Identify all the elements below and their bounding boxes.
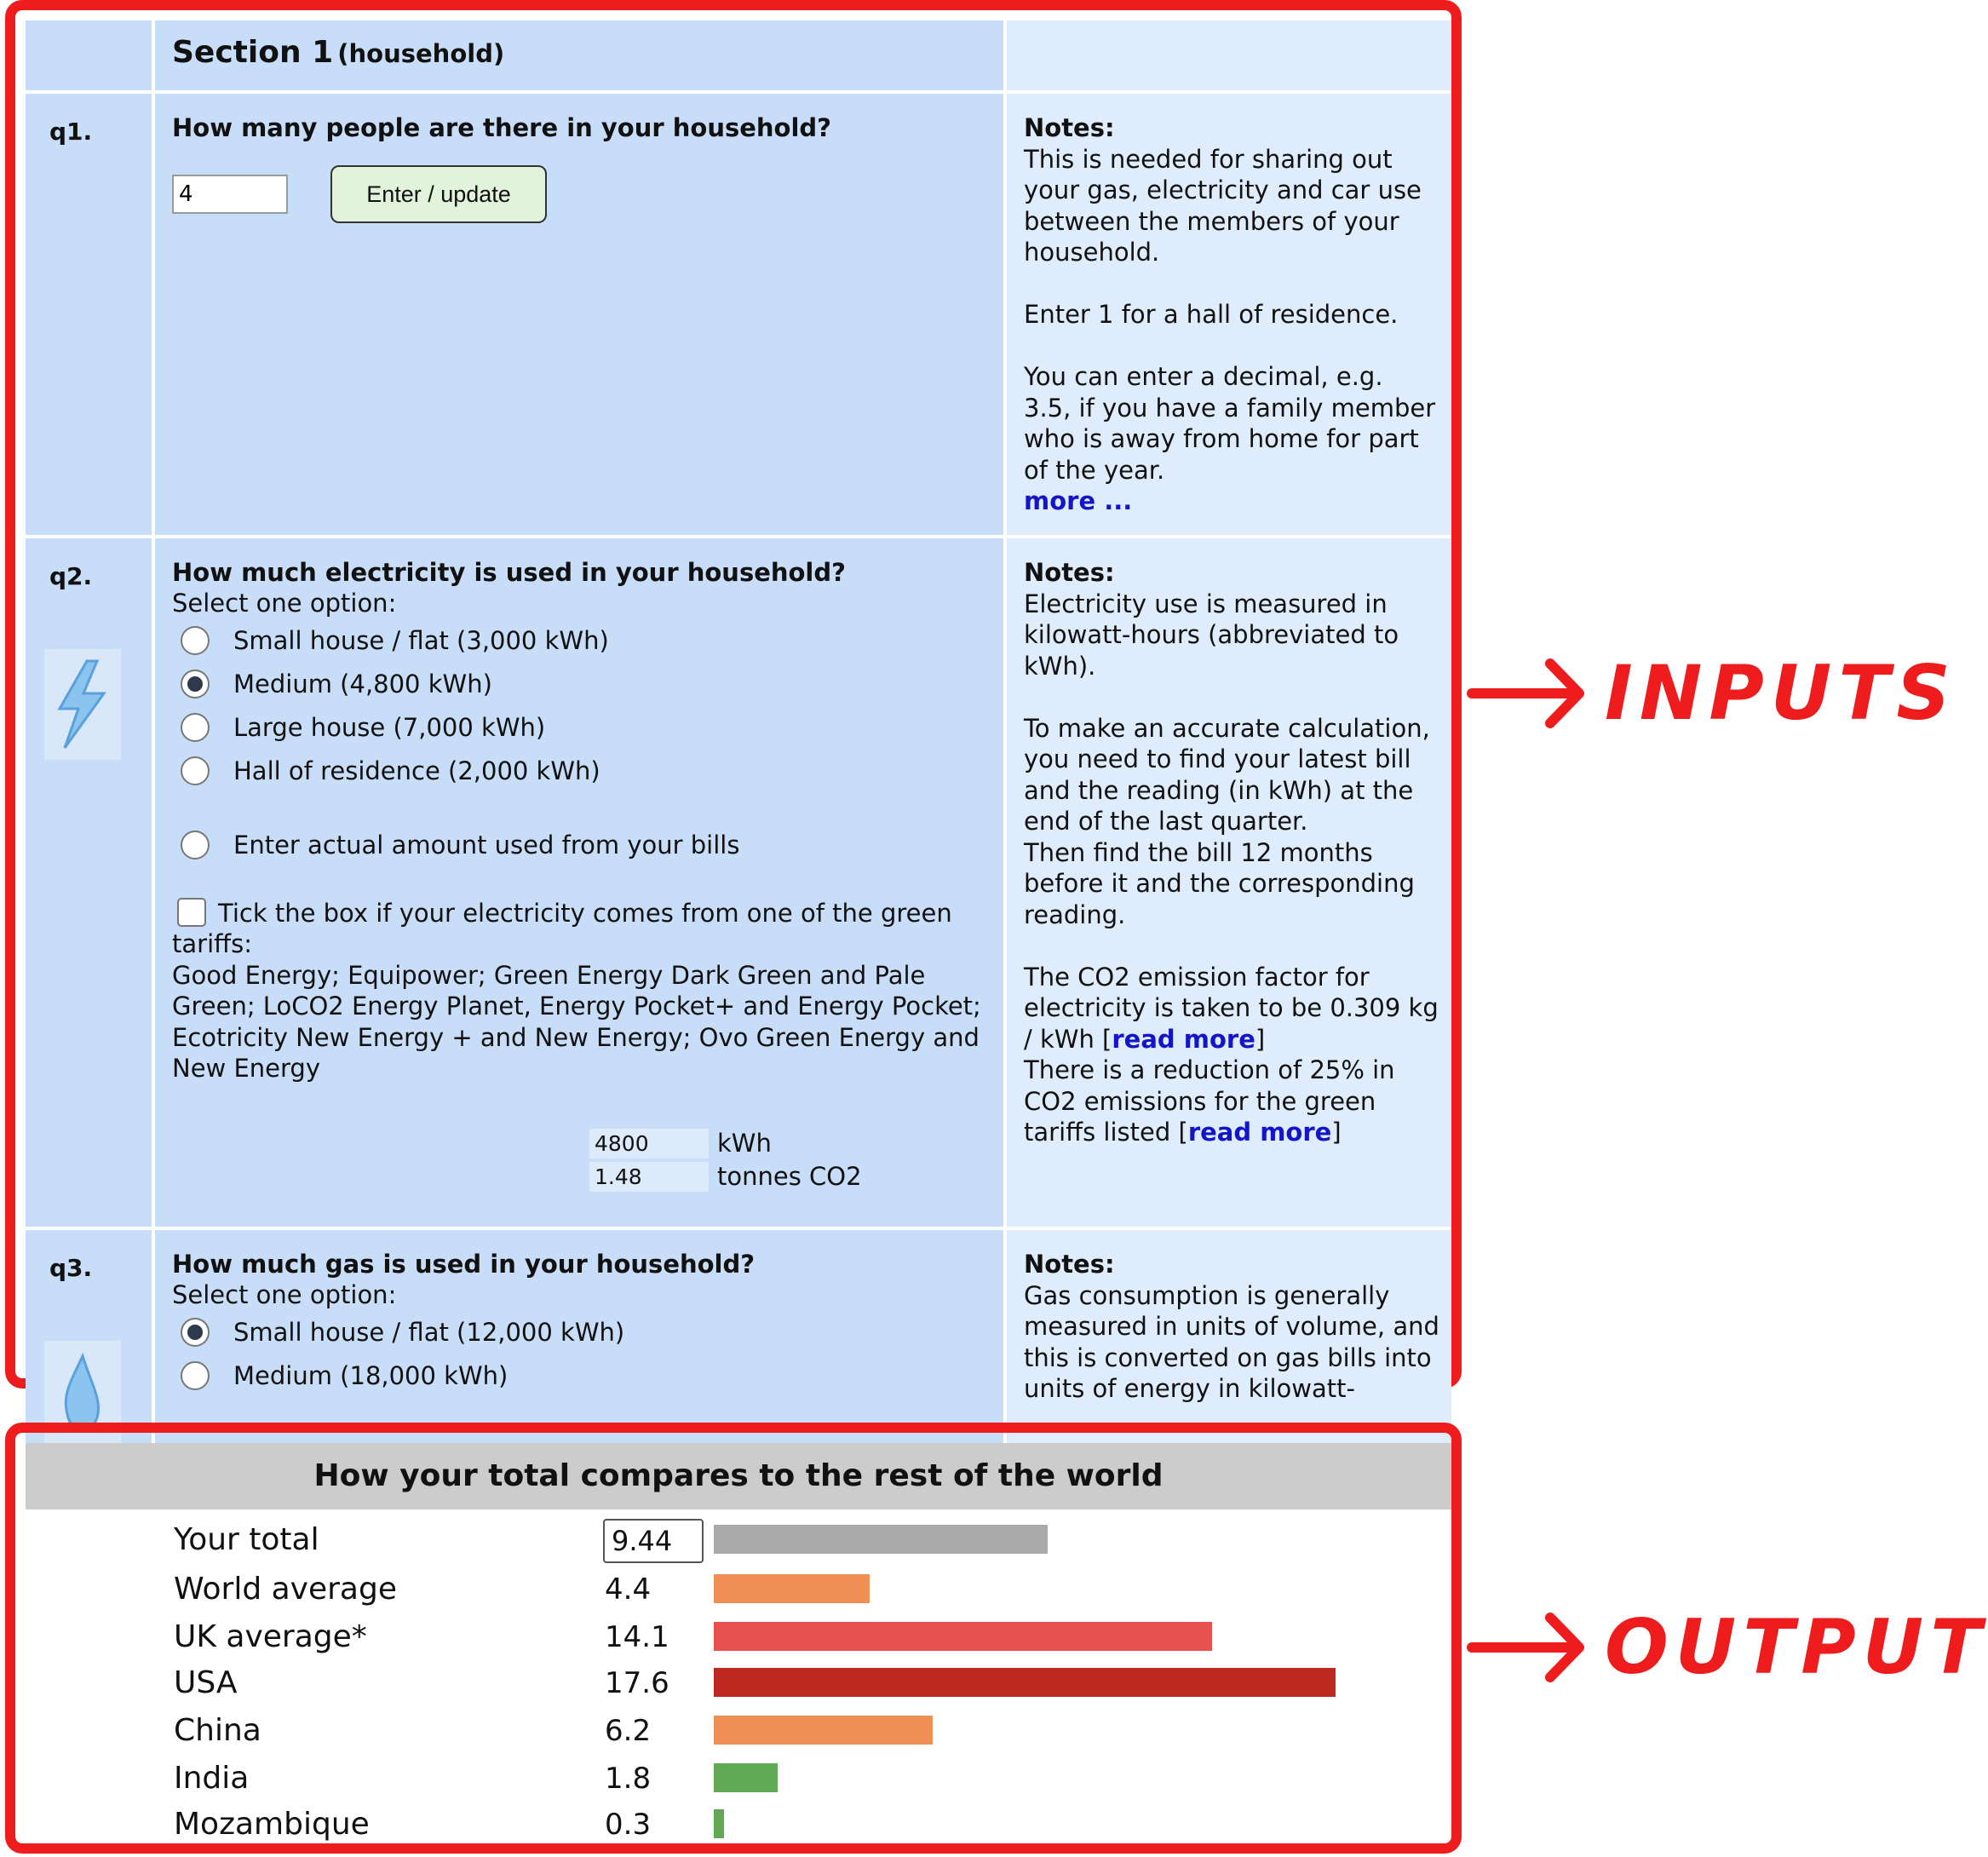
q2-notes-line: before it and the corresponding [1024, 869, 1415, 898]
section-title: Section 1 [172, 35, 334, 70]
q2-notes-line: reading. [1024, 900, 1126, 929]
option-label: Medium (4,800 kWh) [233, 669, 492, 699]
radio-button[interactable] [181, 626, 210, 655]
green-tariff-line: Green; LoCO2 Energy Planet, Energy Pocket+ and Energy Pocket; [172, 992, 981, 1020]
comparison-row [15, 1613, 1451, 1661]
comparison-row [15, 1755, 1451, 1802]
comparison-value: 0.3 [605, 1808, 652, 1842]
enter-update-button[interactable]: Enter / update [330, 165, 547, 223]
q1-notes-line: your gas, electricity and car use [1024, 175, 1422, 204]
q1-notes-line: This is needed for sharing out [1024, 144, 1393, 174]
comparison-row [15, 1707, 1451, 1755]
comparison-label: Your total [174, 1522, 319, 1557]
co2-result [589, 1160, 986, 1193]
q2-notes-line: The CO2 emission factor for [1024, 962, 1370, 992]
comparison-row [15, 1659, 1451, 1707]
kwh-value: 4800 [589, 1129, 709, 1158]
green-tariff-line: Good Energy; Equipower; Green Energy Dark Green and Pale [172, 960, 926, 990]
electricity-actual-option[interactable] [172, 824, 986, 867]
inputs-annotation [1468, 649, 1957, 737]
q2-question-cell [155, 538, 1007, 1227]
comparison-value: 14.1 [605, 1620, 669, 1654]
option-label: Enter actual amount used from your bills [233, 830, 740, 860]
comparison-value: 17.6 [605, 1666, 669, 1700]
green-tariff-row [172, 898, 986, 929]
questionnaire-table [26, 20, 1451, 1486]
q1-question-cell [155, 94, 1007, 535]
co2-unit: tonnes CO2 [717, 1162, 862, 1191]
kwh-unit: kWh [717, 1129, 772, 1158]
output-label: OUTPUT [1605, 1603, 1988, 1691]
comparison-bar [714, 1574, 870, 1603]
comparison-value: 6.2 [605, 1714, 652, 1748]
co2-value: 1.48 [589, 1162, 709, 1192]
output-title: How your total compares to the rest of the world [26, 1443, 1451, 1509]
comparison-label: UK average* [174, 1619, 367, 1654]
comparison-label: India [174, 1761, 250, 1796]
inputs-frame [5, 0, 1462, 1403]
q1-number-cell [26, 94, 155, 535]
your-total-value: 9.44 [603, 1519, 704, 1563]
q1-more-link[interactable]: more ... [1024, 486, 1133, 515]
radio-button-selected[interactable] [181, 670, 210, 699]
radio-button[interactable] [181, 1361, 210, 1390]
electricity-option[interactable] [172, 750, 986, 793]
q2-notes-title: Notes: [1024, 558, 1115, 587]
q1-notes-line: 3.5, if you have a family member [1024, 393, 1436, 423]
q2-notes-line: There is a reduction of 25% in [1024, 1055, 1395, 1084]
green-tariff-label: Tick the box if your electricity comes from one of the green [218, 898, 952, 928]
q1-controls [172, 165, 986, 223]
arrow-right-icon [1468, 655, 1588, 732]
kwh-result [589, 1127, 986, 1160]
q2-number: q2. [49, 562, 93, 590]
radio-button[interactable] [181, 756, 210, 785]
comparison-bar [714, 1716, 933, 1745]
comparison-label: World average [174, 1572, 397, 1607]
q2-question: How much electricity is used in your household? [172, 558, 846, 587]
comparison-row [15, 1566, 1451, 1613]
comparison-bar [714, 1809, 724, 1838]
q1-number: q1. [49, 118, 93, 146]
comparison-bar [714, 1668, 1336, 1697]
q1-notes-line: household. [1024, 238, 1160, 267]
comparison-label: Mozambique [174, 1807, 370, 1842]
radio-button[interactable] [181, 831, 210, 860]
q3-question: How much gas is used in your household? [172, 1250, 756, 1279]
q3-notes-line: Gas consumption is generally [1024, 1280, 1390, 1310]
lightning-icon [44, 649, 121, 760]
q1-notes-hall: Enter 1 for a hall of residence. [1024, 300, 1399, 329]
green-tariff-checkbox[interactable] [177, 898, 206, 927]
q2-notes-line: CO2 emissions for the green [1024, 1086, 1376, 1116]
q3-prompt: Select one option: [172, 1280, 397, 1309]
comparison-row [15, 1516, 1451, 1564]
comparison-bar [714, 1622, 1212, 1651]
section-header-blank [26, 20, 155, 90]
arrow-right-icon [1468, 1609, 1588, 1686]
section-header-row [26, 20, 1451, 94]
q2-notes-line: Electricity use is measured in [1024, 589, 1388, 618]
option-label: Medium (18,000 kWh) [233, 1360, 508, 1390]
q2-notes-line: electricity is taken to be 0.309 kg [1024, 993, 1439, 1022]
q2-notes-line: end of the last quarter. [1024, 807, 1308, 836]
electricity-option[interactable] [172, 663, 986, 706]
comparison-value: 4.4 [605, 1572, 652, 1607]
green-tariff-line: tariffs: [172, 929, 252, 958]
q1-notes-line: of the year. [1024, 455, 1165, 485]
household-size-input[interactable] [172, 175, 288, 214]
gas-option[interactable] [172, 1354, 986, 1398]
output-frame [5, 1423, 1462, 1854]
q2-row [26, 538, 1451, 1230]
q1-notes-line: You can enter a decimal, e.g. [1024, 362, 1383, 391]
q2-notes-line: kilowatt-hours (abbreviated to [1024, 620, 1399, 649]
q2-notes-line: To make an accurate calculation, [1024, 713, 1430, 743]
q3-notes-title: Notes: [1024, 1250, 1115, 1279]
comparison-bar [714, 1525, 1048, 1554]
inputs-label: INPUTS [1605, 649, 1957, 737]
q1-notes-line: who is away from home for part [1024, 424, 1419, 453]
q2-number-cell [26, 538, 155, 1227]
radio-button[interactable] [181, 713, 210, 742]
comparison-label: China [174, 1713, 261, 1748]
radio-button-selected[interactable] [181, 1318, 210, 1347]
q3-notes-line: units of energy in kilowatt- [1024, 1374, 1355, 1403]
electricity-option[interactable] [172, 619, 986, 663]
section-header [155, 20, 1007, 90]
option-label: Hall of residence (2,000 kWh) [233, 756, 600, 785]
q3-number: q3. [49, 1254, 93, 1282]
output-annotation [1468, 1603, 1988, 1691]
comparison-label: USA [174, 1665, 238, 1700]
q2-prompt: Select one option: [172, 589, 397, 618]
q2-notes-readmore-line: / kWh [read more] [1024, 1024, 1266, 1054]
comparison-value: 1.8 [605, 1762, 652, 1796]
green-tariff-line: Ecotricity New Energy + and New Energy; Ovo Green Energy and [172, 1022, 980, 1052]
q2-notes-line: Then find the bill 12 months [1024, 837, 1373, 867]
section-subtitle: (household) [337, 39, 505, 68]
q1-notes-cell [1007, 94, 1451, 535]
option-label: Small house / flat (12,000 kWh) [233, 1317, 625, 1347]
q2-notes-line: and the reading (in kWh) at the [1024, 775, 1414, 805]
q2-notes-cell [1007, 538, 1451, 1227]
option-label: Small house / flat (3,000 kWh) [233, 625, 609, 655]
q1-notes-line: between the members of your [1024, 206, 1399, 236]
q1-notes-title: Notes: [1024, 113, 1115, 142]
green-tariff-line: New Energy [172, 1054, 320, 1083]
section-header-notes-blank [1007, 20, 1451, 90]
q1-question: How many people are there in your household? [172, 113, 831, 142]
q3-notes-line: measured in units of volume, and [1024, 1312, 1439, 1341]
read-more-link[interactable]: read more [1112, 1024, 1255, 1054]
q2-notes-readmore-line: tariffs listed [read more] [1024, 1118, 1342, 1147]
option-label: Large house (7,000 kWh) [233, 712, 546, 742]
electricity-option[interactable] [172, 706, 986, 750]
q2-notes-line: kWh). [1024, 651, 1096, 681]
gas-option[interactable] [172, 1311, 986, 1354]
q1-row [26, 94, 1451, 538]
q2-notes-line: you need to find your latest bill [1024, 745, 1411, 773]
q3-notes-line: this is converted on gas bills into [1024, 1342, 1432, 1372]
read-more-link[interactable]: read more [1187, 1118, 1332, 1147]
comparison-row [15, 1801, 1451, 1848]
comparison-bar [714, 1763, 778, 1792]
